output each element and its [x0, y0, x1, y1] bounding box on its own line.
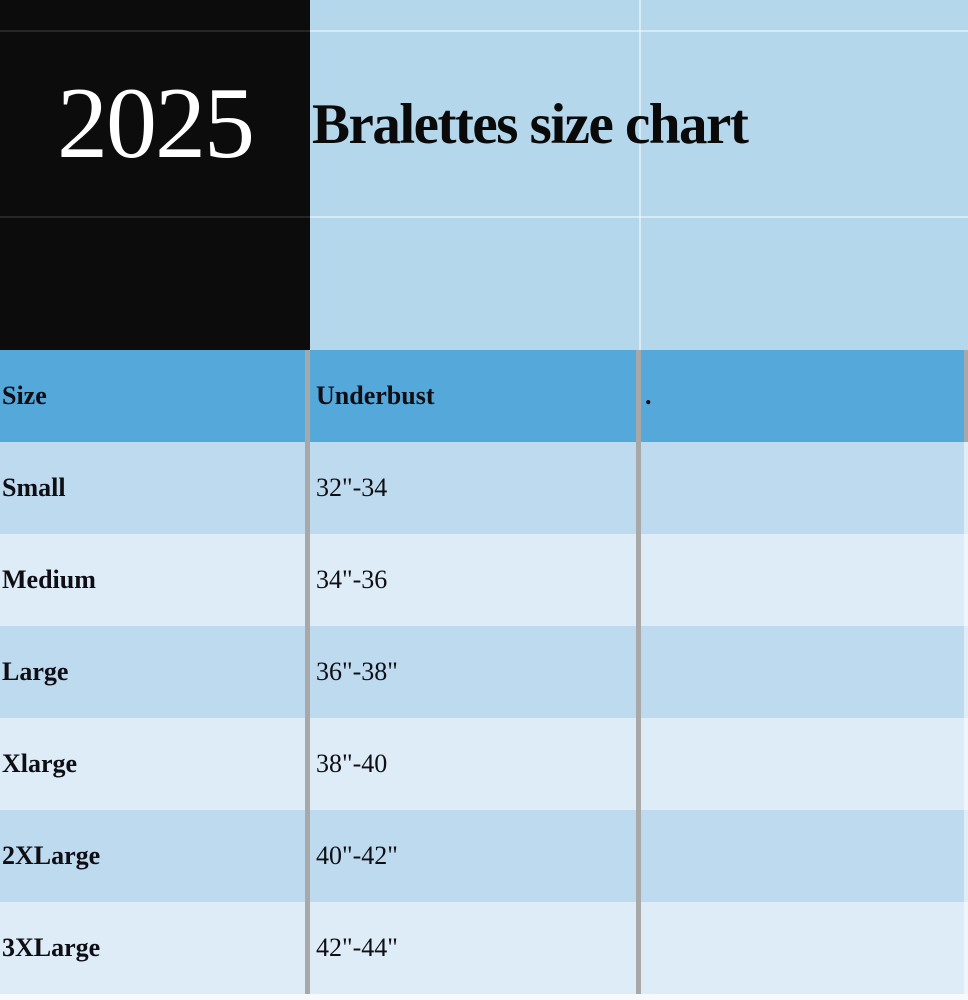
brand-year-wrap [0, 31, 310, 217]
header-cell-underbust: Underbust [316, 381, 435, 410]
title-row [312, 31, 968, 217]
table-row-medium [0, 534, 968, 626]
table-row-xlarge [0, 718, 968, 810]
table-row-small [0, 442, 968, 534]
page-title: Bralettes size chart [312, 92, 748, 156]
top-section [0, 0, 968, 350]
size-cell: 3XLarge [2, 933, 101, 962]
table-row-3xlarge [0, 902, 968, 994]
underbust-cell: 34"-36 [316, 565, 388, 594]
bottom-strip [0, 994, 968, 1000]
size-table [0, 350, 968, 994]
underbust-cell: 32"-34 [316, 473, 388, 502]
underbust-cell: 42"-44" [316, 933, 398, 962]
header-cell-dot: . [645, 381, 652, 410]
size-cell: Medium [2, 565, 96, 594]
column-separator-1 [305, 350, 310, 994]
underbust-cell: 40"-42" [316, 841, 398, 870]
size-cell: Large [2, 657, 69, 686]
right-edge-separator-body [964, 442, 968, 994]
right-edge-separator-header [964, 350, 968, 442]
size-cell: Xlarge [2, 749, 78, 778]
size-cell: 2XLarge [2, 841, 101, 870]
table-row-large [0, 626, 968, 718]
size-cell: Small [2, 473, 66, 502]
header-cell-size: Size [2, 381, 47, 410]
column-separator-2 [636, 350, 641, 994]
brand-year: 2025 [57, 67, 253, 180]
underbust-cell: 36"-38" [316, 657, 398, 686]
underbust-cell: 38"-40 [316, 749, 388, 778]
table-header-row [0, 350, 968, 442]
table-row-2xlarge [0, 810, 968, 902]
brand-year-box [0, 0, 310, 350]
